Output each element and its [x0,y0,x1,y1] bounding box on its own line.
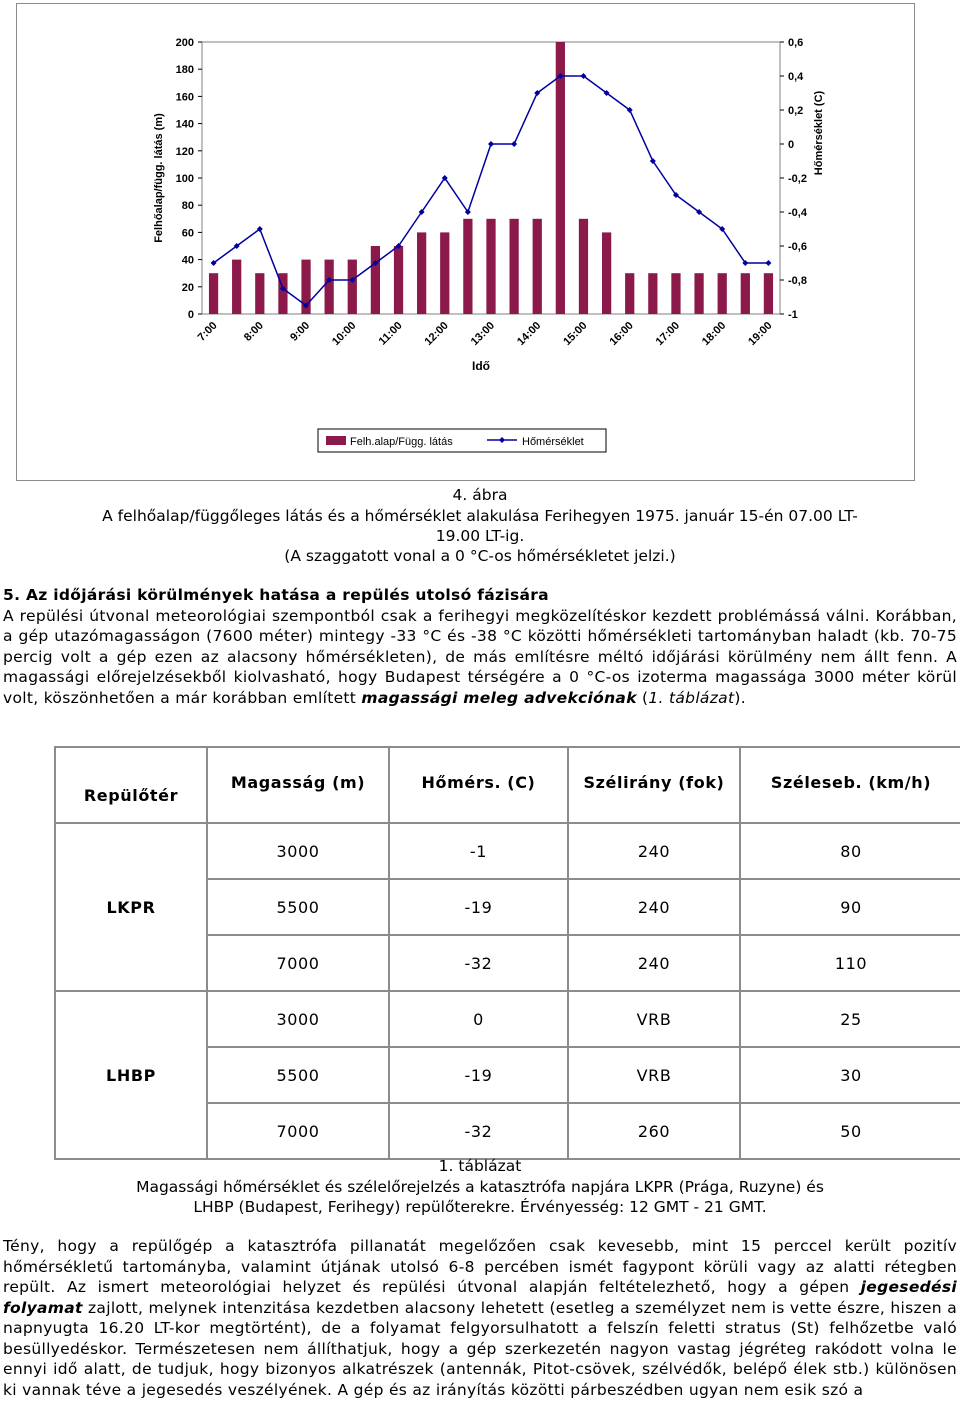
header-airport: Repülőtér [55,747,207,823]
x-tick-label: 19:00 [746,319,775,349]
bar [440,232,449,314]
table-cell: 5500 [207,1047,389,1103]
bar [556,42,565,314]
table-cell: 0 [389,991,568,1047]
y-left-tick-label: 140 [175,118,194,131]
body-paragraph [3,1236,957,1400]
emphasis-text: magassági meleg advekciónak [361,688,637,707]
table-header-row [55,747,960,823]
table-row [55,991,960,1047]
x-tick-label: 14:00 [514,319,544,349]
temperature-point [765,260,771,266]
y-left-tick-label: 60 [181,227,194,240]
y-left-tick-label: 20 [181,281,194,294]
x-tick-label: 8:00 [241,319,266,344]
section-heading: 5. Az időjárási körülmények hatása a repülés utolsó fázisára [3,586,549,604]
y-right-tick-label: -1 [788,309,798,321]
figure-caption-note: (A szaggatott vonal a 0 °C-os hőmérsékletet jelzi.) [284,547,676,565]
y-left-tick-label: 80 [181,200,194,213]
y-left-tick-label: 100 [175,173,194,185]
bar [741,273,750,314]
table-cell: 240 [568,823,740,879]
x-axis-label: Idő [472,359,490,373]
y-right-tick-label: 0,6 [788,37,804,49]
y-right-tick-label: 0 [788,139,795,151]
table-cell: 7000 [207,935,389,991]
y-left-tick-label: 120 [175,145,194,158]
paragraph-text: zajlott, melynek intenzitása kezdetben alacsony lehetett (esetleg a személyzet nem is vette észre, hiszen a napnyugta 16.20 LT-kor megtörtént), de a folyamat felgyorsulhatott a felszín feletti stratus (St) felhőzetbe való besüllyedéskor. Természetesen nem állíthatjuk, hogy a gép szerkezetén nagyon vastag jégréteg rakódott volna le ennyi idő alatt, de tudjuk, hogy bizonyos alkatrészek (antennák, Pitot-csövek, szélvédők, belépő élek stb.) különösen ki vannak téve a jegesedés veszélyének. A gép és az irányítás közötti párbeszédben ugyan nem esik szó a [3,1298,957,1399]
x-tick-label: 15:00 [561,319,590,349]
x-tick-label: 12:00 [422,319,451,349]
table-cell: -19 [389,879,568,935]
bar [463,219,472,314]
temperature-point [488,141,494,147]
figure-number: 4. ábra [452,486,508,504]
y-right-tick-label: 0,4 [788,71,804,83]
y-right-tick-label: -0,2 [788,173,807,185]
bar [486,219,495,314]
table-cell: 30 [740,1047,960,1103]
table-reference: 1. táblázat [648,688,735,707]
table-cell: 80 [740,823,960,879]
chart-frame [16,3,915,481]
table-cell: VRB [568,1047,740,1103]
header-altitude: Magasság (m) [207,747,389,823]
bar [718,273,727,314]
x-tick-label: 18:00 [699,319,729,349]
header-wind-speed: Széleseb. (km/h) [740,747,960,823]
y-left-tick-label: 0 [187,309,194,321]
table-cell: 3000 [207,991,389,1047]
table-number: 1. táblázat [438,1157,522,1175]
bar [764,273,773,314]
table-cell: -32 [389,935,568,991]
legend-bar-swatch [326,436,346,445]
airport-cell: LKPR [55,823,207,991]
bar [348,260,357,314]
x-tick-label: 13:00 [468,319,498,349]
bar [625,273,634,314]
y-left-axis-label: Felhőalap/függ. látás (m) [153,113,165,243]
table-caption-line: LHBP (Budapest, Ferihegy) repülőterekre. Érvényesség: 12 GMT - 21 GMT. [193,1198,767,1216]
bar [694,273,703,314]
y-right-tick-label: 0,2 [788,105,804,117]
bar [255,273,264,314]
table-cell: 240 [568,879,740,935]
bar [325,260,334,314]
x-tick-label: 7:00 [195,319,220,344]
table-cell: 7000 [207,1103,389,1159]
table-cell: 3000 [207,823,389,879]
legend-line-label: Hőmérséklet [522,436,584,448]
weather-table [54,746,960,1160]
table-cell: 240 [568,935,740,991]
y-right-axis-label: Hőmérséklet (C) [813,90,825,176]
y-left-tick-label: 200 [175,37,194,49]
figure-caption-line: 19.00 LT-ig. [435,527,525,545]
table-cell: 25 [740,991,960,1047]
bar [394,246,403,314]
y-right-tick-label: -0,6 [788,241,807,253]
bar [509,219,518,314]
bar [671,273,680,314]
bar [232,260,241,314]
table-cell: 5500 [207,879,389,935]
table-cell: -1 [389,823,568,879]
bar [417,232,426,314]
x-tick-label: 10:00 [330,319,359,349]
table-row [55,823,960,879]
table-cell: VRB [568,991,740,1047]
y-right-tick-label: -0,4 [788,207,807,219]
bar [209,273,218,314]
table-cell: -19 [389,1047,568,1103]
y-left-tick-label: 40 [181,254,194,267]
x-tick-label: 16:00 [607,319,636,349]
temperature-point [511,141,517,147]
table-cell: -32 [389,1103,568,1159]
header-wind-direction: Szélirány (fok) [568,747,740,823]
y-right-tick-label: -0,8 [788,275,807,287]
y-left-tick-label: 180 [175,64,194,77]
bar [648,273,657,314]
table-caption-line: Magassági hőmérséklet és szélelőrejelzés a katasztrófa napjára LKPR (Prága, Ruzyne) és [136,1178,824,1196]
bar [579,219,588,314]
section-paragraph [3,606,957,709]
bar [602,232,611,314]
x-tick-label: 17:00 [653,319,683,349]
figure-caption-line: A felhőalap/függőleges látás és a hőmérséklet alakulása Ferihegyen 1975. január 15-én 07.00 LT- [102,507,858,525]
x-tick-label: 9:00 [288,319,313,344]
x-tick-label: 11:00 [376,319,405,348]
legend-bar-label: Felh.alap/Függ. látás [350,436,453,448]
table-cell: 90 [740,879,960,935]
emphasis-text: jegesedési folyamat [3,1278,957,1317]
bar [371,246,380,314]
y-left-tick-label: 160 [175,91,194,104]
section-block [3,585,957,708]
table-cell: 260 [568,1103,740,1159]
airport-cell: LHBP [55,991,207,1159]
bar [533,219,542,314]
paragraph-text: ( [636,688,649,707]
combo-chart [17,4,914,480]
paragraph-text: ). [734,688,746,707]
paragraph-text: A repülési útvonal meteorológiai szempontból csak a ferihegyi megközelítéskor kezdett problémássá válni. Korábban, a gép utazómagasságon (7600 méter) mintegy -33 °C és -38 °C közötti hőmérsékleti tartományban haladt (kb. 70-75 percig volt a gép ezen az alacsony hőmérsékleten), de más említésre méltó időjárási körülmény nem állt fenn. A magassági előrejelzésekből kiolvasható, hogy Budapest térségére a 0 °C-os izoterma magassága 3000 méter körül volt, köszönhetően a már korábban említett [3,606,957,707]
table-cell: 110 [740,935,960,991]
table-cell: 50 [740,1103,960,1159]
header-temperature: Hőmérs. (C) [389,747,568,823]
paragraph-text: Tény, hogy a repülőgép a katasztrófa pillanatát megelőzően csak kevesebb, mint 15 perccel került pozitív hőmérsékletű tartományba, valamint útjának utolsó 6-8 percében ismét fagypont körüli vagy az alatti rétegben repült. Az ismert meteorológiai helyzet és repülési útvonal alapján feltételezhető, hogy a gépen [3,1237,957,1296]
